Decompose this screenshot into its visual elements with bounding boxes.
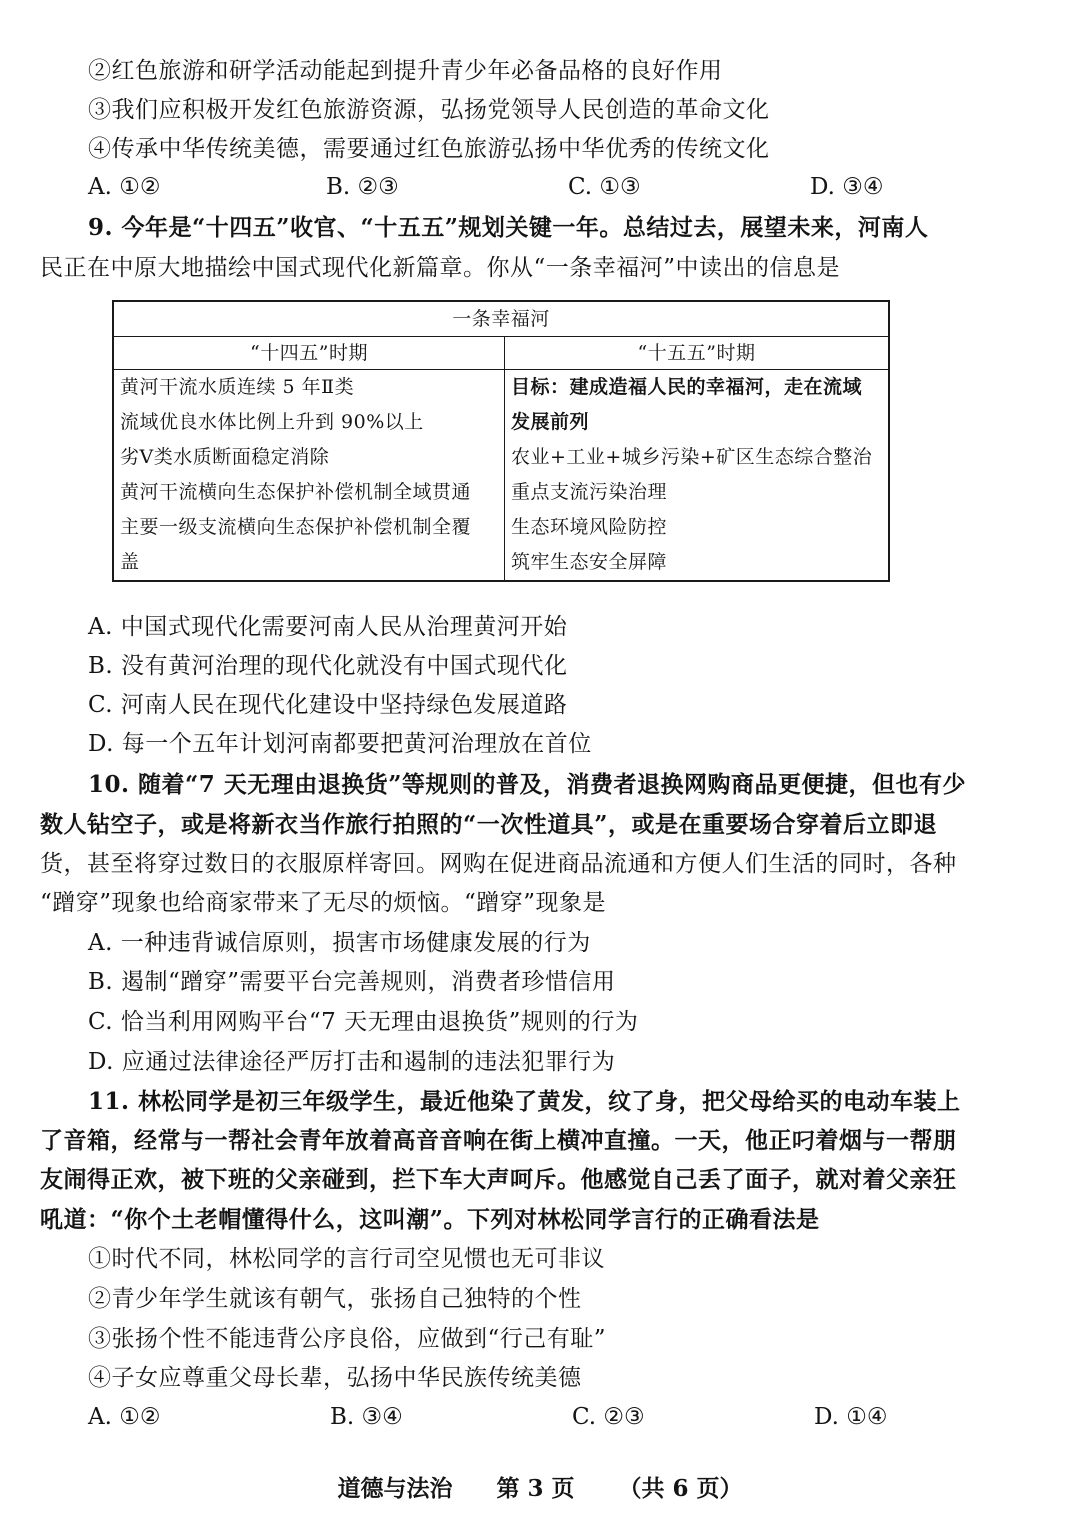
table-caption: 一条幸福河 [113,301,889,337]
q11-option-d: D. ①④ [814,1404,888,1430]
footer-page-number: 第 3 页 [496,1475,575,1502]
q11-option-b: B. ③④ [330,1404,403,1430]
table-cell-15th [505,370,890,582]
table-right-line: 筑牢生态安全屏障 [511,551,668,573]
happy-river-table [112,300,890,582]
page-footer [0,1472,1080,1506]
table-left-line: 盖 [120,551,140,573]
table-left-line: 黄河干流水质连续 5 年Ⅱ类 [120,376,355,398]
q11-item-3: ③张扬个性不能违背公序良俗，应做到“行己有耻” [88,1326,607,1352]
table-right-line: 重点支流污染治理 [511,481,668,503]
table-header-15th: “十五五”时期 [505,337,890,370]
q10-stem-line-3: 货，甚至将穿过数日的衣服原样寄回。网购在促进商品流通和方便人们生活的同时，各种 [40,851,957,877]
q11-option-a: A. ①② [88,1404,161,1430]
q8-option-d: D. ③④ [810,174,884,200]
q9-option-c: C. 河南人民在现代化建设中坚持绿色发展道路 [88,692,568,718]
table-right-goal-line: 发展前列 [511,411,590,433]
q8-option-a: A. ①② [88,174,161,200]
q9-option-a: A. 中国式现代化需要河南人民从治理黄河开始 [88,614,568,640]
q10-option-c: C. 恰当利用网购平台“7 天无理由退换货”规则的行为 [88,1009,639,1035]
q8-option-c: C. ①③ [568,174,641,200]
q9-option-d: D. 每一个五年计划河南都要把黄河治理放在首位 [88,731,592,757]
q8-item-3: ③我们应积极开发红色旅游资源，弘扬党领导人民创造的革命文化 [88,97,770,123]
table-header-14th: “十四五”时期 [113,337,505,370]
q8-item-4: ④传承中华传统美德，需要通过红色旅游弘扬中华优秀的传统文化 [88,136,770,162]
q8-item-2: ②红色旅游和研学活动能起到提升青少年必备品格的良好作用 [88,58,723,84]
table-right-line: 生态环境风险防控 [511,516,668,538]
q10-option-d: D. 应通过法律途径严厉打击和遏制的违法犯罪行为 [88,1049,616,1075]
q10-option-b: B. 遏制“蹭穿”需要平台完善规则，消费者珍惜信用 [88,969,616,995]
q11-item-2: ②青少年学生就该有朝气，张扬自己独特的个性 [88,1286,582,1312]
q10-option-a: A. 一种违背诚信原则，损害市场健康发展的行为 [88,930,591,956]
q11-item-1: ①时代不同，林松同学的言行司空见惯也无可非议 [88,1246,605,1272]
q11-item-4: ④子女应尊重父母长辈，弘扬中华民族传统美德 [88,1365,582,1391]
footer-total-pages: （共 6 页） [618,1475,743,1502]
q8-option-b: B. ②③ [326,174,399,200]
table-left-line: 黄河干流横向生态保护补偿机制全域贯通 [120,481,472,503]
q11-stem-line-2: 了音箱，经常与一帮社会青年放着高音音响在街上横冲直撞。一天，他正叼着烟与一帮朋 [40,1127,957,1154]
q10-stem-line-1: 10. 随着“7 天无理由退换货”等规则的普及，消费者退换网购商品更便捷，但也有少 [88,771,966,798]
table-cell-14th [113,370,505,582]
q9-stem-line-1: 9. 今年是“十四五”收官、“十五五”规划关键一年。总结过去，展望未来，河南人 [88,214,929,241]
q11-stem-line-1: 11. 林松同学是初三年级学生，最近他染了黄发，纹了身，把父母给买的电动车装上 [88,1088,961,1115]
q11-stem-line-4: 吼道：“你个土老帽懂得什么，这叫潮”。下列对林松同学言行的正确看法是 [40,1206,820,1233]
q11-stem-line-3: 友闹得正欢，被下班的父亲碰到，拦下车大声呵斥。他感觉自己丢了面子，就对着父亲狂 [40,1166,957,1193]
footer-subject: 道德与法治 [337,1475,453,1502]
table-left-line: 劣Ⅴ类水质断面稳定消除 [120,446,330,468]
table-left-line: 主要一级支流横向生态保护补偿机制全覆 [120,516,472,538]
q9-stem-line-2: 民正在中原大地描绘中国式现代化新篇章。你从“一条幸福河”中读出的信息是 [40,255,841,281]
q10-stem-line-2: 数人钻空子，或是将新衣当作旅行拍照的“一次性道具”，或是在重要场合穿着后立即退 [40,811,937,838]
table-right-line: 农业+工业+城乡污染+矿区生态综合整治 [511,446,873,468]
table-left-line: 流域优良水体比例上升到 90%以上 [120,411,424,433]
q11-option-c: C. ②③ [572,1404,645,1430]
q9-option-b: B. 没有黄河治理的现代化就没有中国式现代化 [88,653,568,679]
q10-stem-line-4: “蹭穿”现象也给商家带来了无尽的烦恼。“蹭穿”现象是 [40,890,607,916]
table-right-goal-line: 目标：建成造福人民的幸福河，走在流域 [511,376,863,398]
